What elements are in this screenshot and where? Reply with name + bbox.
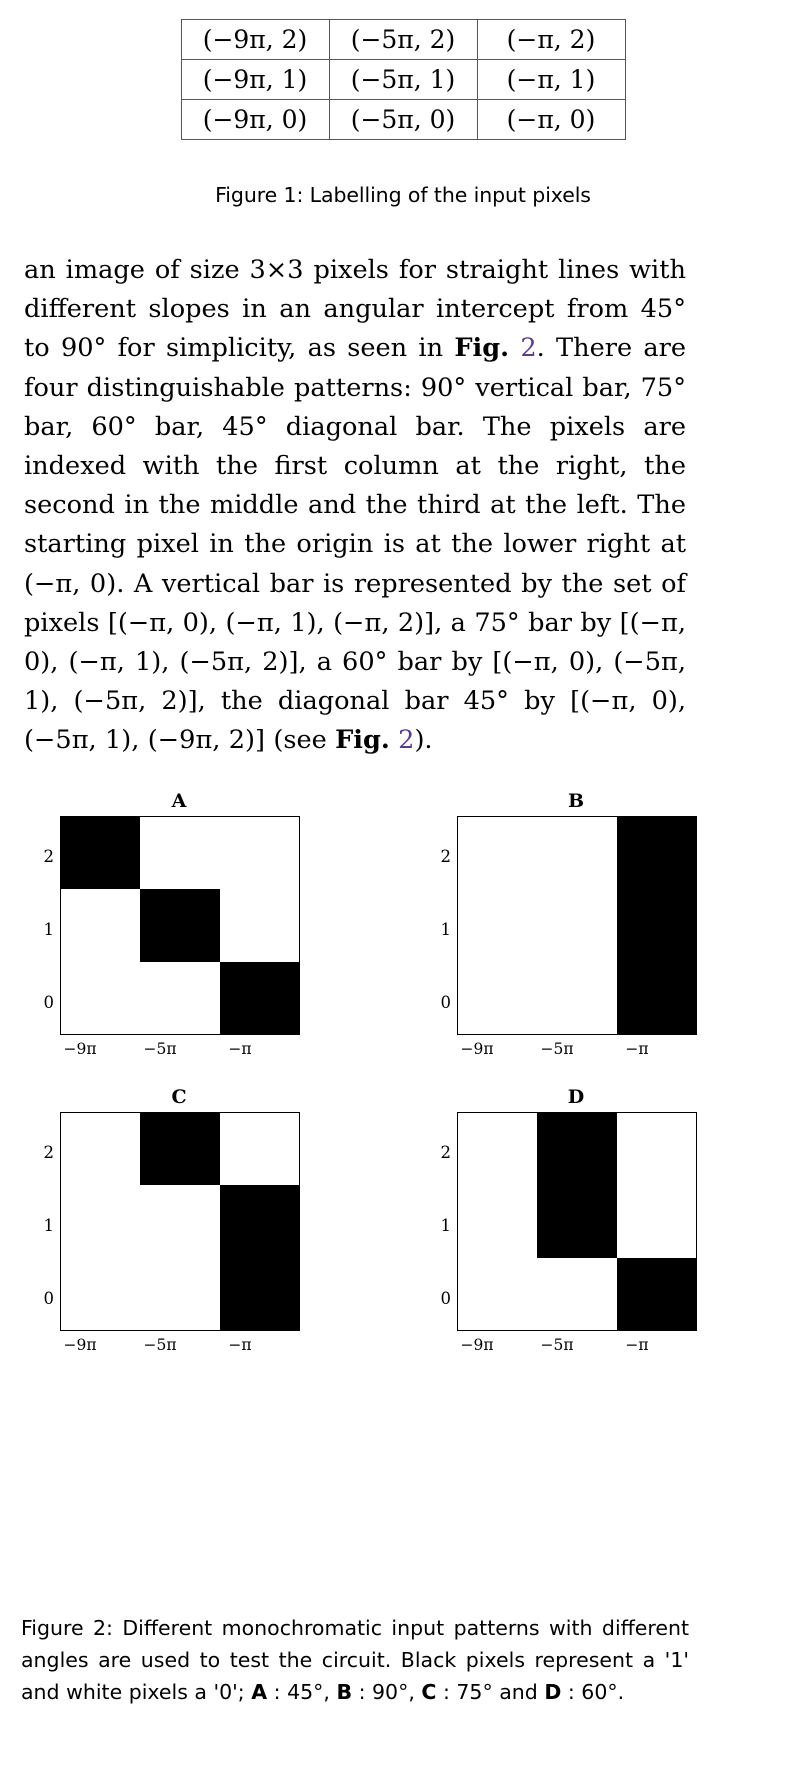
table-cell: (−π, 1) bbox=[477, 60, 625, 100]
caption-value-a: : 45°, bbox=[267, 1680, 337, 1704]
caption-label-b: B bbox=[336, 1680, 353, 1704]
panel-a-ytick-1: 1 bbox=[43, 920, 54, 939]
pixel-cell bbox=[617, 889, 696, 961]
panel-b-plot bbox=[457, 816, 697, 1035]
pixel-cell bbox=[61, 1113, 140, 1185]
pixel-cell bbox=[140, 1185, 219, 1257]
table-cell: (−9π, 1) bbox=[181, 60, 329, 100]
pixel-cell bbox=[537, 817, 616, 889]
caption-label-c: C bbox=[421, 1680, 437, 1704]
panel-a-ytick-0: 0 bbox=[43, 993, 54, 1012]
figure2-panels bbox=[0, 790, 806, 1385]
panel-d-ytick-1: 1 bbox=[440, 1216, 451, 1235]
fig-reference-link-2[interactable]: 2 bbox=[398, 725, 415, 756]
panel-b-ytick-1: 1 bbox=[440, 920, 451, 939]
panel-a-xtick-0: −9π bbox=[63, 1040, 97, 1058]
pixel-cell bbox=[537, 889, 616, 961]
table-cell: (−9π, 0) bbox=[181, 100, 329, 140]
figure1-caption: Figure 1: Labelling of the input pixels bbox=[215, 183, 591, 207]
caption-value-c: : 75° and bbox=[436, 1680, 545, 1704]
panel-d-xtick-0: −9π bbox=[460, 1336, 494, 1354]
panel-a-xtick-2: −π bbox=[228, 1040, 252, 1058]
table-cell: (−π, 2) bbox=[477, 20, 625, 60]
panel-d-xtick-2: −π bbox=[625, 1336, 649, 1354]
panel-a-xtick-1: −5π bbox=[143, 1040, 177, 1058]
pixel-cell bbox=[458, 1258, 537, 1330]
panel-c-xtick-2: −π bbox=[228, 1336, 252, 1354]
pixel-cell bbox=[140, 962, 219, 1034]
panel-b-xtick-1: −5π bbox=[540, 1040, 574, 1058]
caption-value-b: : 90°, bbox=[352, 1680, 422, 1704]
panel-c-plot bbox=[60, 1112, 300, 1331]
panel-a-title: A bbox=[171, 790, 187, 812]
panel-b-title: B bbox=[567, 790, 585, 812]
pixel-cell bbox=[458, 1185, 537, 1257]
pixel-cell bbox=[458, 817, 537, 889]
panel-a-ytick-2: 2 bbox=[43, 847, 54, 866]
panel-c-ytick-0: 0 bbox=[43, 1289, 54, 1308]
fig-reference-label-2: Fig. bbox=[335, 725, 390, 756]
panel-c-ytick-1: 1 bbox=[43, 1216, 54, 1235]
panel-c-title: C bbox=[171, 1086, 187, 1108]
panel-d-plot bbox=[457, 1112, 697, 1331]
paragraph-segment-1: an image of size 3×3 pixels for straight lines with different slopes in an angular intercept from 45° to 90° for simplicity, as seen in bbox=[24, 255, 686, 364]
pixel-cell bbox=[140, 889, 219, 961]
panel-d bbox=[411, 1086, 741, 1376]
pixel-label-table bbox=[181, 19, 626, 140]
pixel-cell bbox=[617, 1185, 696, 1257]
table-cell: (−π, 0) bbox=[477, 100, 625, 140]
paragraph-segment-2: . There are four distinguishable patterns: 90° vertical bar, 75° bar, 60° bar, 45° diagonal bar. The pixels are indexed with the first column at the right, the second in the middle and the third at the left. The starting pixel in the origin is at the lower right at (−π, 0). A vertical bar is represented by the set of pixels [(−π, 0), (−π, 1), (−π, 2)], a 75° bar by [(−π, 0), (−π, 1), (−5π, 2)], a 60° bar by [(−π, 0), (−5π, 1), (−5π, 2)], the diagonal bar 45° by [(−π, 0), (−5π, 1), (−9π, 2)] (see bbox=[24, 333, 686, 756]
space-2 bbox=[390, 725, 398, 755]
panel-b-xtick-2: −π bbox=[625, 1040, 649, 1058]
caption-label-a: A bbox=[251, 1680, 268, 1704]
body-paragraph bbox=[24, 251, 686, 761]
panel-d-ytick-0: 0 bbox=[440, 1289, 451, 1308]
pixel-cell bbox=[140, 817, 219, 889]
caption-label-d: D bbox=[544, 1680, 562, 1704]
pixel-cell bbox=[537, 1185, 616, 1257]
pixel-cell bbox=[61, 889, 140, 961]
pixel-cell bbox=[140, 1258, 219, 1330]
caption-value-d: : 60°. bbox=[561, 1680, 625, 1704]
table-cell: (−9π, 2) bbox=[181, 20, 329, 60]
space-1 bbox=[509, 333, 520, 363]
pixel-cell bbox=[140, 1113, 219, 1185]
panel-a bbox=[14, 790, 344, 1080]
panel-c-xtick-1: −5π bbox=[143, 1336, 177, 1354]
panel-d-ytick-2: 2 bbox=[440, 1143, 451, 1162]
panel-d-title: D bbox=[567, 1086, 585, 1108]
panel-b-xtick-0: −9π bbox=[460, 1040, 494, 1058]
pixel-cell bbox=[220, 817, 299, 889]
table-row bbox=[181, 100, 625, 140]
pixel-cell bbox=[537, 1113, 616, 1185]
panel-b-ytick-0: 0 bbox=[440, 993, 451, 1012]
table-cell: (−5π, 1) bbox=[329, 60, 477, 100]
fig-reference-link[interactable]: 2 bbox=[520, 333, 537, 364]
pixel-cell bbox=[61, 1258, 140, 1330]
pixel-cell bbox=[220, 1258, 299, 1330]
pixel-cell bbox=[617, 1258, 696, 1330]
panel-c-ytick-2: 2 bbox=[43, 1143, 54, 1162]
pixel-cell bbox=[61, 962, 140, 1034]
panel-c-xtick-0: −9π bbox=[63, 1336, 97, 1354]
table-row bbox=[181, 60, 625, 100]
panel-d-xtick-1: −5π bbox=[540, 1336, 574, 1354]
paragraph-segment-3: ). bbox=[414, 725, 433, 756]
table-row bbox=[181, 20, 625, 60]
panel-a-plot bbox=[60, 816, 300, 1035]
table-cell: (−5π, 2) bbox=[329, 20, 477, 60]
pixel-cell bbox=[220, 962, 299, 1034]
pixel-cell bbox=[617, 1113, 696, 1185]
pixel-cell bbox=[537, 962, 616, 1034]
pixel-cell bbox=[61, 817, 140, 889]
pixel-cell bbox=[220, 1113, 299, 1185]
panel-b bbox=[411, 790, 741, 1080]
caption-intro: Figure 2: Different monochromatic input patterns with different angles are used to test the circuit. Black pixels represent a '1' and white pixels a '0'; bbox=[21, 1616, 689, 1704]
pixel-cell bbox=[617, 962, 696, 1034]
panel-c bbox=[14, 1086, 344, 1376]
pixel-cell bbox=[458, 962, 537, 1034]
pixel-cell bbox=[458, 889, 537, 961]
fig-reference-label: Fig. bbox=[454, 333, 510, 364]
pixel-cell bbox=[61, 1185, 140, 1257]
figure1-table-container bbox=[0, 19, 806, 140]
pixel-cell bbox=[458, 1113, 537, 1185]
pixel-cell bbox=[537, 1258, 616, 1330]
table-cell: (−5π, 0) bbox=[329, 100, 477, 140]
figure2-caption bbox=[21, 1612, 689, 1708]
pixel-cell bbox=[220, 889, 299, 961]
pixel-cell bbox=[617, 817, 696, 889]
panel-b-ytick-2: 2 bbox=[440, 847, 451, 866]
pixel-cell bbox=[220, 1185, 299, 1257]
